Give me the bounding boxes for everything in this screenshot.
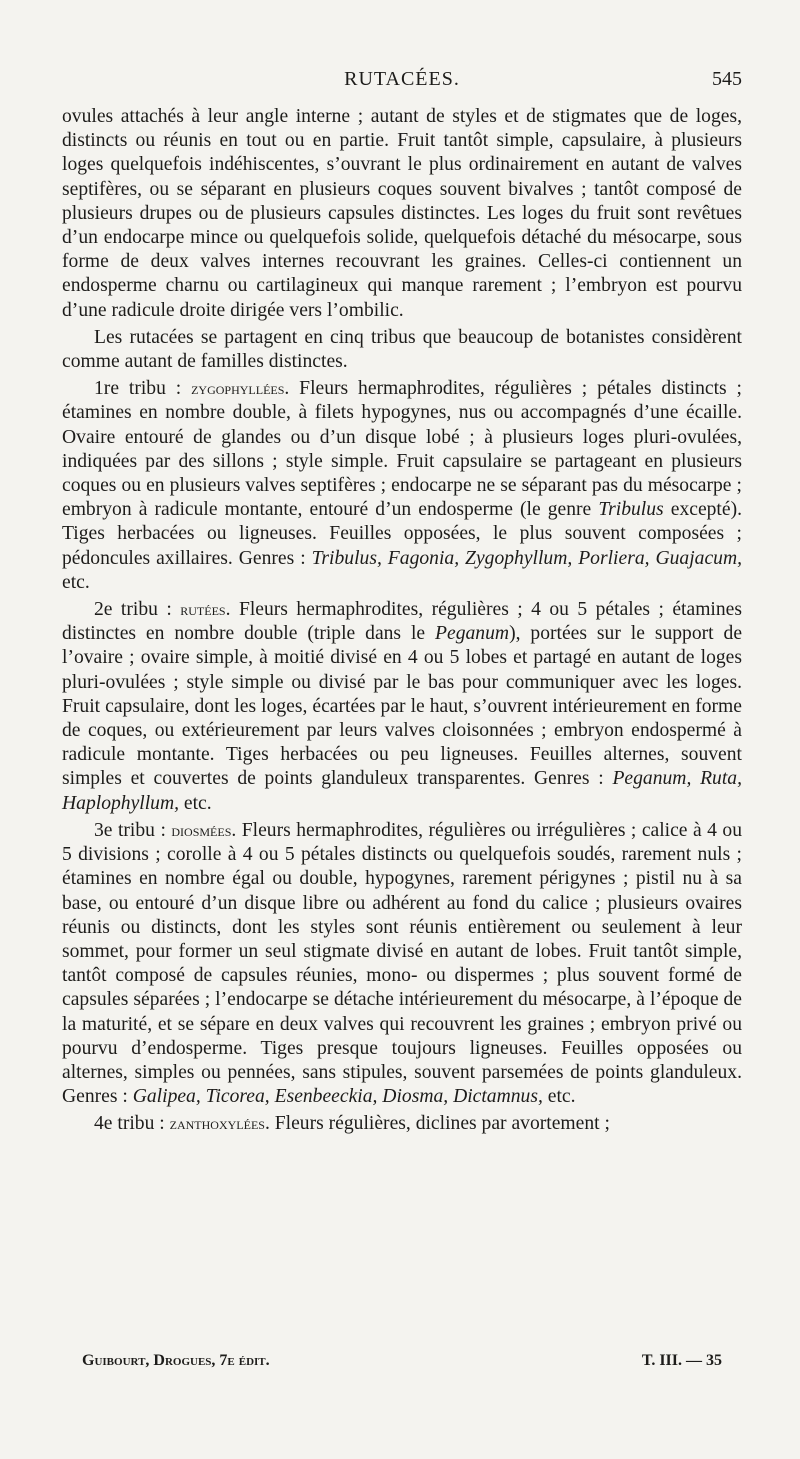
tribe-name: zanthoxylées [169,1114,265,1134]
main-text [62,105,742,1137]
italic-text: Peganum [435,623,510,645]
text-run: excepté). Tiges herbacées ou ligneuses. Feuilles opposées, le plus souvent composées ; pédoncules axillaires. Genres : [62,499,742,569]
paragraph [62,377,742,595]
italic-text: Galipea, Ticorea, Esenbeeckia, Diosma, Dictamnus, [132,1086,543,1108]
footer-citation: Guibourt, Drogues, 7e édit. [82,1352,270,1369]
tribe-name: rutées [180,600,226,620]
tribe-name: zygophyllées [191,379,285,399]
paragraph [62,105,742,323]
text-run: . Fleurs hermaphrodites, régulières ou irrégulières ; calice à 4 ou 5 divisions ; corolle à 4 ou 5 pétales distincts ou quelquefois soudés, rarement nuls ; étamines en nombre égal ou double, hypogynes, rarement périgynes ; pistil nu à sa base, ou entouré d’un disque libre ou adhérent au fond du calice ; plusieurs ovaires réunis ou distincts, dont les styles sont réunis entièrement ou seulement à leur sommet, pour former un seul stigmate divisé en autant de lobes. Fruit tantôt simple, tantôt composé de capsules réunies, mono- ou dispermes ; plus souvent formé de capsules séparées ; l’endocarpe se détache intérieurement du mésocarpe, à l’époque de la maturité, et se sépare en deux valves qui recouvrent les graines ; embryon privé ou pourvu d’endosperme. Tiges presque toujours ligneuses. Feuilles opposées ou alternes, simples ou pennées, sans stipules, souvent parsemées de points glanduleux. Genres : [62,819,742,1108]
italic-text: Peganum, Ruta, Haplophyllum, [62,768,742,814]
page-footer [82,1352,722,1382]
text-run: 3e tribu : [94,819,172,841]
text-run: etc. [179,792,212,814]
italic-text: Tribulus [598,499,664,521]
text-run: 4e tribu : [94,1113,170,1135]
text-run: ), portées sur le support de l’ovaire ; ovaire simple, à moitié divisé en 4 ou 5 lobes et partagé en autant de loges pluri-ovulées ; style simple ou divisé par le bas pour communiquer avec les loges. Fruit capsulaire, dont les loges, écartées par le haut, s’ouvrent intérieurement en forme de coques, ou extérieurement par leurs valves cloisonnées ; embryon endospermé à radicule montante. Tiges herbacées ou peu ligneuses. Feuilles alternes, souvent simples et couvertes de points glanduleux transparentes. Genres : [62,623,743,790]
paragraph [62,819,742,1109]
text-run: etc. [62,571,90,593]
page-number: 545 [712,68,742,90]
paragraph [62,326,742,374]
text-run: Les rutacées se partagent en cinq tribus que beaucoup de botanistes considèrent comme autant de familles distinctes. [62,326,742,373]
paragraph [62,1112,742,1136]
paragraph [62,598,742,816]
italic-text: Tribulus, Fagonia, Zygophyllum, Porliera, Guajacum, [311,547,742,569]
page-title: RUTACÉES. [344,68,460,90]
text-run: . Fleurs hermaphrodites, régulières ; 4 ou 5 pétales ; étamines distinctes en nombre double (triple dans le [62,599,742,645]
text-run: . Fleurs régulières, diclines par avortement ; [264,1113,610,1135]
text-run: ovules attachés à leur angle interne ; autant de styles et de stigmates que de loges, distincts ou réunis en tout ou en partie. Fruit tantôt simple, capsulaire, à plusieurs loges quelquefois indéhiscentes, s’ouvrant le plus ordinairement en autant de valves septifères, ou se séparant en plusieurs coques souvent bivalves ; tantôt composé de plusieurs drupes ou de plusieurs capsules distinctes. Les loges du fruit sont revêtues d’un endocarpe mince ou quelquefois solide, quelquefois détaché du mésocarpe, sous forme de deux valves internes recouvrant les graines. Celles-ci contiennent un endosperme charnu ou cartilagineux qui manque rarement ; l’embryon est pourvu d’une radicule droite dirigée vers l’ombilic. [62,106,742,321]
text-run: 1re tribu : [94,378,192,400]
text-run: etc. [542,1086,576,1108]
text-run: 2e tribu : [94,599,181,621]
tribe-name: diosmées [171,820,232,840]
text-run: . Fleurs hermaphrodites, régulières ; pétales distincts ; étamines en nombre double, à filets hypogynes, nus ou accompagnés d’une écaille. Ovaire entouré de glandes ou d’un disque lobé ; à plusieurs loges pluri-ovulées, indiquées par des sillons ; style simple. Fruit capsulaire se partageant en plusieurs coques ou en plusieurs valves septifères ; endocarpe ne se séparant pas du mésocarpe ; embryon à radicule montante, entouré d’un endosperme (le genre [62,378,742,521]
footer-signature: T. III. — 35 [641,1352,722,1369]
running-header [62,62,742,98]
